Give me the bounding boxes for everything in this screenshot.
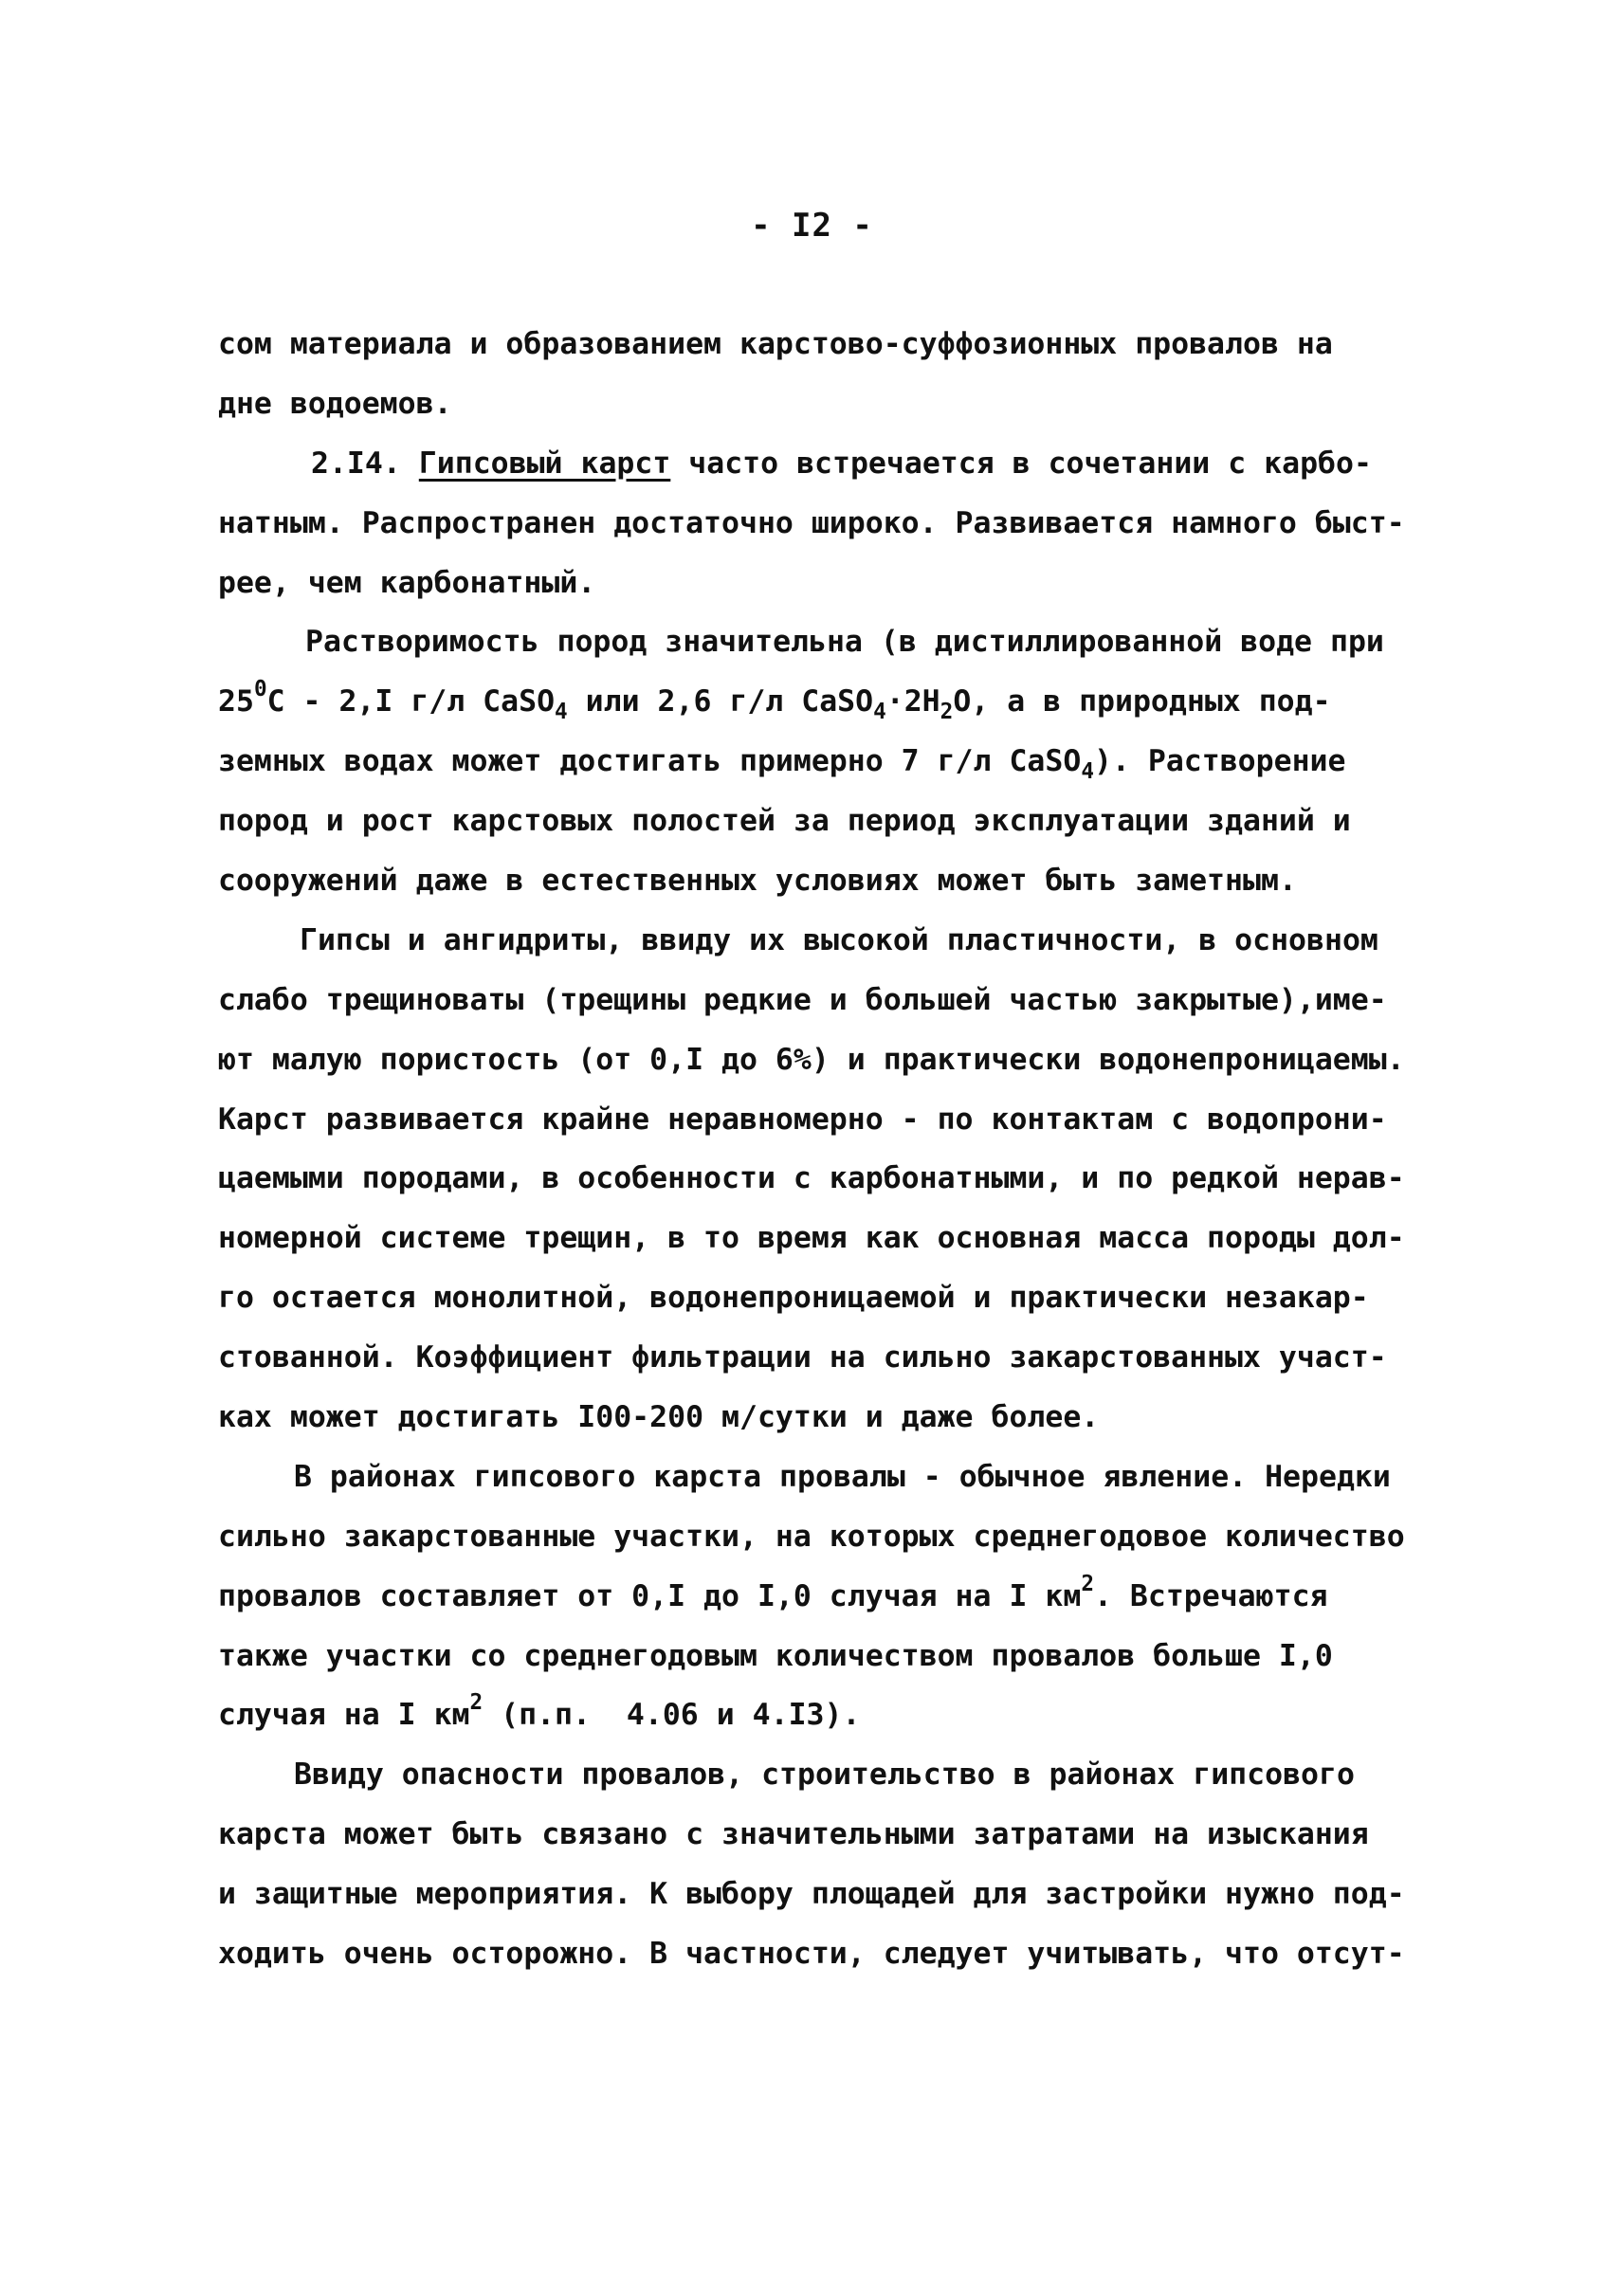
text-fragment: . Встречаются bbox=[1093, 1578, 1328, 1613]
text-line: рее, чем карбонатный. bbox=[218, 565, 596, 600]
superscript: 2 bbox=[469, 1690, 484, 1716]
subscript: 4 bbox=[555, 700, 568, 725]
text-line: сооружений даже в естественных условиях может быть заметным. bbox=[218, 864, 1297, 899]
formula-line bbox=[218, 1685, 1451, 1745]
text-fragment: (п.п. 4.06 и 4.I3). bbox=[483, 1698, 861, 1733]
text-line: Растворимость пород значительна (в дистиллированной воде при bbox=[305, 625, 1384, 660]
text-line: натным. Распространен достаточно широко. Развивается намного быст- bbox=[218, 505, 1405, 540]
text-fragment: случая на I км bbox=[218, 1698, 470, 1733]
paragraph-2-14 bbox=[218, 434, 1451, 494]
text-fragment: ·2H bbox=[885, 684, 940, 719]
formula-line bbox=[218, 1567, 1451, 1627]
text-fragment: 25 bbox=[218, 684, 254, 719]
subscript: 2 bbox=[940, 700, 954, 725]
text-line: Гипсы и ангидриты, ввиду их высокой пластичности, в основном bbox=[300, 922, 1378, 957]
text-line: стованной. Коэффициент фильтрации на сильно закарстованных участ- bbox=[218, 1340, 1387, 1375]
text-line: и защитные мероприятия. К выбору площадей для застройки нужно под- bbox=[218, 1877, 1405, 1912]
text-line: ках может достигать I00-200 м/сутки и даже более. bbox=[218, 1400, 1100, 1435]
text-fragment: земных водах может достигать примерно 7 г/л CaSO bbox=[218, 744, 1082, 779]
text-line: дне водоемов. bbox=[218, 386, 452, 421]
text-line: ют малую пористость (от 0,I до 6%) и практически водонепроницаемы. bbox=[218, 1042, 1405, 1077]
text-line: слабо трещиноваты (трещины редкие и большей частью закрытые),име- bbox=[218, 982, 1387, 1017]
text-line: го остается монолитной, водонепроницаемой и практически незакар- bbox=[218, 1281, 1369, 1316]
text-line: номерной системе трещин, в то время как основная масса породы дол- bbox=[218, 1221, 1405, 1256]
formula-line bbox=[218, 672, 1451, 732]
text-line: В районах гипсового карста провалы - обычное явление. Нередки bbox=[294, 1459, 1391, 1494]
superscript: 2 bbox=[1081, 1571, 1094, 1596]
section-term: Гипсовый карст bbox=[418, 446, 671, 481]
text-fragment: ). Растворение bbox=[1093, 744, 1346, 779]
text-fragment: провалов составляет от 0,I до I,0 случая на I км bbox=[218, 1578, 1082, 1613]
subscript: 4 bbox=[1081, 759, 1094, 785]
text-line: ходить очень осторожно. В частности, следует учитывать, что отсут- bbox=[218, 1937, 1405, 1972]
text-line: Ввиду опасности провалов, строительство в районах гипсового bbox=[294, 1758, 1355, 1793]
subscript: 4 bbox=[873, 700, 886, 725]
superscript: 0 bbox=[253, 677, 267, 702]
text-line: также участки со среднегодовым количеством провалов больше I,0 bbox=[218, 1638, 1333, 1673]
text-fragment: O, а в природных под- bbox=[953, 684, 1331, 719]
text-line: сильно закарстованные участки, на которых среднегодовое количество bbox=[218, 1519, 1405, 1554]
page-number: - I2 - bbox=[751, 207, 873, 245]
text-line: карста может быть связано с значительными затратами на изыскания bbox=[218, 1817, 1369, 1852]
body-text bbox=[218, 315, 1451, 1984]
text-fragment: часто встречается в сочетании с карбо- bbox=[688, 446, 1372, 481]
text-line: цаемыми породами, в особенности с карбонатными, и по редкой нерав- bbox=[218, 1161, 1405, 1196]
section-number: 2.I4. bbox=[311, 446, 401, 481]
text-fragment: С - 2,I г/л CaSO bbox=[266, 684, 556, 719]
text-line: сом материала и образованием карстово-суффозионных провалов на bbox=[218, 327, 1333, 361]
text-line: Карст развивается крайне неравномерно - по контактам с водопрони- bbox=[218, 1102, 1387, 1137]
text-line: пород и рост карстовых полостей за период эксплуатации зданий и bbox=[218, 804, 1351, 839]
text-fragment: или 2,6 г/л CaSO bbox=[567, 684, 874, 719]
formula-line bbox=[218, 732, 1451, 792]
